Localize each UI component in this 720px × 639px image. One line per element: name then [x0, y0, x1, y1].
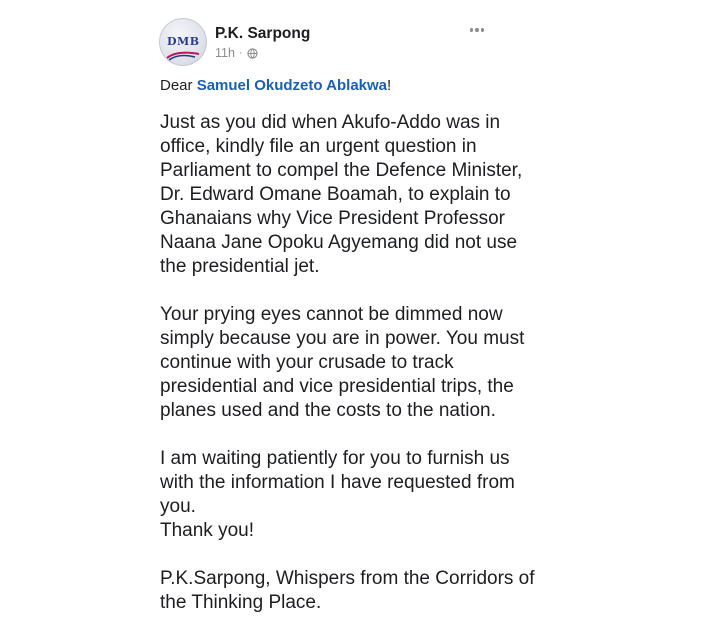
paragraph-line: Dr. Edward Omane Boamah, to explain to	[160, 184, 511, 205]
globe-icon[interactable]	[247, 48, 258, 59]
paragraph-line: Parliament to compel the Defence Minister,	[160, 160, 523, 181]
more-dot	[475, 28, 479, 32]
more-options-button[interactable]	[464, 22, 490, 38]
salutation-prefix: Dear	[160, 77, 193, 94]
meta-separator: ·	[238, 47, 243, 59]
paragraph-line: Naana Jane Opoku Agyemang did not use	[160, 232, 518, 253]
post-paragraph	[160, 447, 560, 543]
mention-link[interactable]: Samuel Okudzeto Ablakwa	[196, 77, 388, 94]
avatar[interactable]	[159, 18, 207, 66]
paragraph-line: Just as you did when Akufo-Addo was in	[160, 112, 501, 133]
paragraph-line: Thank you!	[160, 520, 254, 541]
paragraph-line: Ghanaians why Vice President Professor	[160, 208, 505, 229]
paragraph-line: simply because you are in power. You must	[160, 328, 525, 349]
paragraph-line: I am waiting patiently for you to furnish us	[160, 448, 510, 469]
paragraph-line: office, kindly file an urgent question in	[160, 136, 477, 157]
salutation	[160, 75, 560, 97]
paragraph-line: with the information I have requested from	[160, 472, 515, 493]
paragraph-line: P.K.Sarpong, Whispers from the Corridors of	[160, 568, 535, 589]
paragraph-line: the presidential jet.	[160, 256, 320, 277]
paragraph-line: you.	[160, 496, 196, 517]
post-body	[160, 75, 560, 639]
post-signature	[160, 567, 560, 615]
salutation-suffix: !	[387, 77, 392, 94]
paragraph-line: planes used and the costs to the nation.	[160, 400, 496, 421]
paragraph-line: the Thinking Place.	[160, 592, 322, 613]
post-paragraph	[160, 303, 560, 423]
post-paragraph	[160, 111, 560, 279]
post-meta	[215, 46, 258, 60]
more-dot	[481, 28, 485, 32]
author-name[interactable]: P.K. Sarpong	[215, 25, 311, 42]
post-time[interactable]: 11h	[215, 46, 235, 60]
paragraph-line: Your prying eyes cannot be dimmed now	[160, 304, 503, 325]
more-horizontal-icon	[470, 28, 474, 32]
paragraph-line: continue with your crusade to track	[160, 352, 454, 373]
paragraph-line: presidential and vice presidential trips, the	[160, 376, 514, 397]
avatar-logo-text: DMB	[167, 35, 200, 48]
post-header	[159, 14, 499, 74]
avatar-swoosh-icon	[165, 48, 201, 62]
